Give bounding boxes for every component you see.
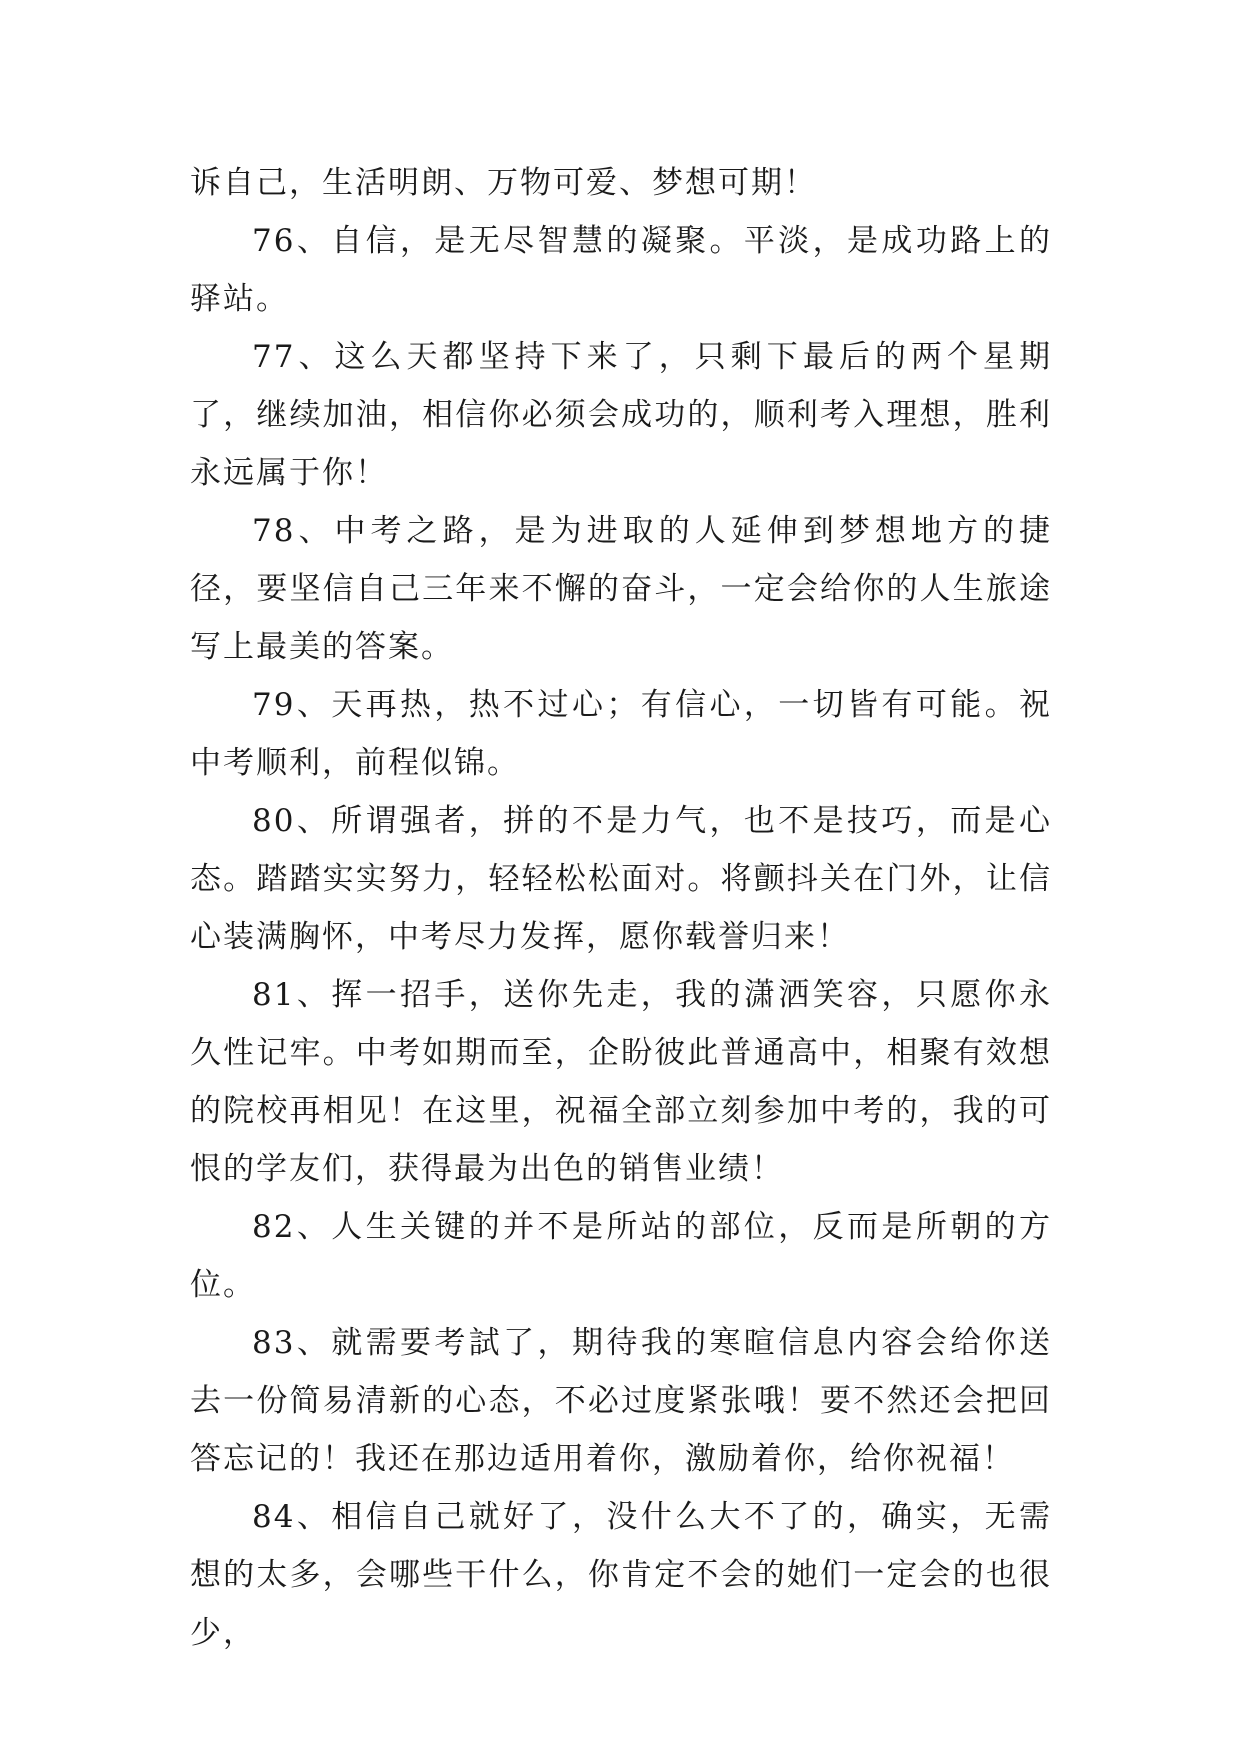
paragraph-81: 81、挥一招手，送你先走，我的潇洒笑容，只愿你永久性记牢。中考如期而至，企盼彼此普通高中，相聚有效想的院校再相见！在这里，祝福全部立刻参加中考的，我的可恨的学友们，获得最为出色的销售业绩！ <box>190 977 1052 1187</box>
paragraph-84: 84、相信自己就好了，没什么大不了的，确实，无需想的太多，会哪些干什么，你肯定不会的她们一定会的也很少， <box>190 1499 1052 1651</box>
paragraph-80: 80、所谓强者，拼的不是力气，也不是技巧，而是心态。踏踏实实努力，轻轻松松面对。将颤抖关在门外，让信心装满胸怀，中考尽力发挥，愿你载誉归来！ <box>190 803 1052 955</box>
paragraph-78: 78、中考之路，是为进取的人延伸到梦想地方的捷径，要坚信自己三年来不懈的奋斗，一定会给你的人生旅途写上最美的答案。 <box>190 513 1052 665</box>
paragraph-76: 76、自信，是无尽智慧的凝聚。平淡，是成功路上的驿站。 <box>190 223 1052 317</box>
paragraph-82: 82、人生关键的并不是所站的部位，反而是所朝的方位。 <box>190 1209 1052 1303</box>
paragraph-continuation: 诉自己，生活明朗、万物可爱、梦想可期！ <box>190 165 817 201</box>
paragraph-79: 79、天再热，热不过心；有信心，一切皆有可能。祝中考顺利，前程似锦。 <box>190 687 1052 781</box>
paragraph-77: 77、这么天都坚持下来了，只剩下最后的两个星期了，继续加油，相信你必须会成功的，顺利考入理想，胜利永远属于你！ <box>190 339 1052 491</box>
paragraph-83: 83、就需要考試了，期待我的寒暄信息内容会给你送去一份简易清新的心态，不必过度紧张哦！要不然还会把回答忘记的！我还在那边适用着你，激励着你，给你祝福！ <box>190 1325 1052 1477</box>
document-body <box>190 154 1052 1662</box>
